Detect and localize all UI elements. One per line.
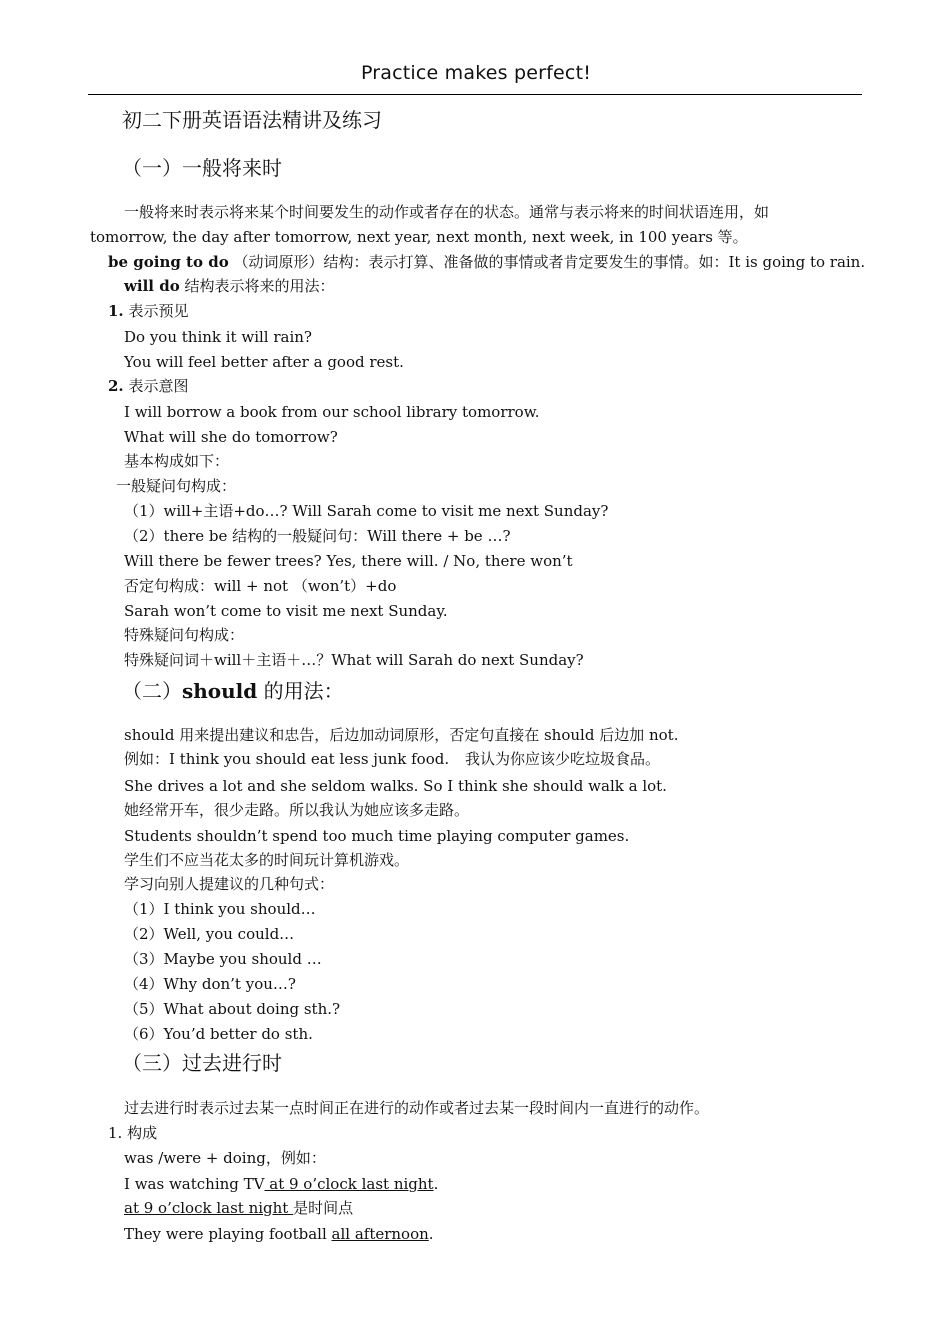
usage-1-example-1: Do you think it will rain? xyxy=(124,328,312,346)
should-example-2-cn: 她经常开车，很少走路。所以我认为她应该多走路。 xyxy=(124,801,470,819)
suggestion-pattern-1: （1）I think you should… xyxy=(124,900,316,918)
question-form-label: 一般疑问句构成： xyxy=(116,477,237,495)
will-do-line xyxy=(124,276,335,296)
should-example-3-en: Students shouldn’t spend too much time playing computer games. xyxy=(124,827,630,845)
example-2-text: They were playing football xyxy=(124,1225,332,1243)
section-3-title: （三）过去进行时 xyxy=(122,1051,282,1075)
usage-1-text: 表示预见 xyxy=(128,302,189,320)
usage-2-heading xyxy=(108,376,188,396)
section-2-title xyxy=(122,677,344,705)
suggestion-pattern-3: （3）Maybe you should … xyxy=(124,950,322,968)
should-example-en: 例如：I think you should eat less junk food. xyxy=(124,750,450,768)
negative-form: 否定句构成：will + not （won’t）+do xyxy=(124,577,397,595)
time-point-phrase: at 9 o’clock last night xyxy=(124,1199,294,1217)
going-to-term: be going to do xyxy=(108,253,229,271)
suggestion-patterns-label: 学习向别人提建议的几种句式： xyxy=(124,875,335,893)
special-question-label: 特殊疑问句构成： xyxy=(124,626,245,644)
section-2-title-suffix: 的用法： xyxy=(257,679,344,703)
structure-number: 1. xyxy=(108,1124,123,1142)
should-rule: should 用来提出建议和忠告，后边加动词原形，否定句直接在 should 后边加 not. xyxy=(124,726,679,744)
example-1-time-point: at 9 o’clock last night xyxy=(264,1175,434,1193)
usage-2-example-1: I will borrow a book from our school library tomorrow. xyxy=(124,403,540,421)
should-example-3-cn: 学生们不应当花太多的时间玩计算机游戏。 xyxy=(124,851,410,869)
usage-1-example-2: You will feel better after a good rest. xyxy=(124,353,404,371)
going-to-line xyxy=(108,252,865,272)
usage-2-example-2: What will she do tomorrow? xyxy=(124,428,338,446)
past-continuous-example-1 xyxy=(124,1174,438,1194)
past-continuous-example-2 xyxy=(124,1224,434,1244)
document-title: 初二下册英语语法精讲及练习 xyxy=(122,108,382,132)
time-point-explanation: 是时间点 xyxy=(293,1199,354,1217)
sec1-intro-line-2: tomorrow, the day after tomorrow, next year, next month, next week, in 100 years 等。 xyxy=(90,228,748,246)
section-2-title-keyword: should xyxy=(182,679,258,703)
suggestion-pattern-5: （5）What about doing sth.? xyxy=(124,1000,341,1018)
section-1-title: （一）一般将来时 xyxy=(122,156,282,180)
should-example-2-en: She drives a lot and she seldom walks. So I think she should walk a lot. xyxy=(124,777,667,795)
header-rule xyxy=(88,94,862,95)
suggestion-pattern-2: （2）Well, you could… xyxy=(124,925,295,943)
special-question-example: 特殊疑问词＋will＋主语＋…？What will Sarah do next Sunday? xyxy=(124,651,584,669)
question-form-2: （2）there be 结构的一般疑问句：Will there + be …? xyxy=(124,527,511,545)
basic-structure-label: 基本构成如下： xyxy=(124,452,230,470)
page-header: Practice makes perfect! xyxy=(360,62,592,84)
will-do-term: will do xyxy=(124,277,180,295)
negative-example: Sarah won’t come to visit me next Sunday. xyxy=(124,602,448,620)
structure-heading xyxy=(108,1123,157,1143)
should-example-cn: 我认为你应该少吃垃圾食品。 xyxy=(465,750,661,768)
example-2-period: . xyxy=(428,1225,434,1243)
usage-2-number: 2. xyxy=(108,377,124,395)
question-form-2-example: Will there be fewer trees? Yes, there will. / No, there won’t xyxy=(124,552,573,570)
suggestion-pattern-4: （4）Why don’t you…? xyxy=(124,975,296,993)
suggestion-pattern-6: （6）You’d better do sth. xyxy=(124,1025,313,1043)
structure-text: 构成 xyxy=(127,1124,158,1142)
usage-1-heading xyxy=(108,301,188,321)
usage-2-text: 表示意图 xyxy=(128,377,189,395)
going-to-desc: （动词原形）结构：表示打算、准备做的事情或者肯定要发生的事情。如：It is going to rain. xyxy=(233,253,866,271)
usage-1-number: 1. xyxy=(108,302,124,320)
structure-formula: was /were + doing，例如： xyxy=(124,1149,326,1167)
sec3-intro: 过去进行时表示过去某一点时间正在进行的动作或者过去某一段时间内一直进行的动作。 xyxy=(124,1099,710,1117)
sec1-intro-line-1: 一般将来时表示将来某个时间要发生的动作或者存在的状态。通常与表示将来的时间状语连用，如 xyxy=(124,203,770,221)
question-form-1: （1）will+主语+do…? Will Sarah come to visit me next Sunday? xyxy=(124,502,609,520)
example-1-period: . xyxy=(433,1175,439,1193)
will-do-desc: 结构表示将来的用法： xyxy=(184,277,335,295)
example-2-time-period: all afternoon xyxy=(331,1225,429,1243)
time-point-note xyxy=(124,1198,353,1218)
section-2-title-prefix: （二） xyxy=(122,679,182,703)
example-1-text: I was watching TV xyxy=(124,1175,265,1193)
